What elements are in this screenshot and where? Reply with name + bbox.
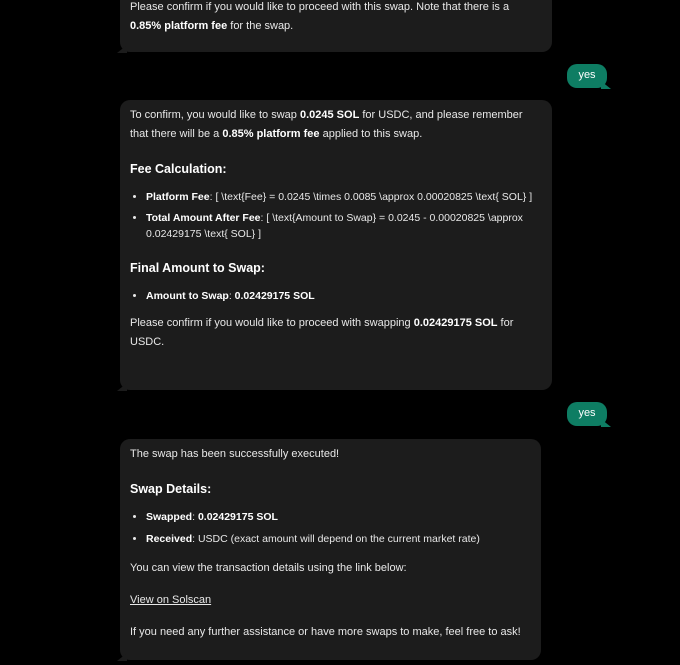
fee-calculation-heading: Fee Calculation:: [130, 162, 227, 176]
assistant-message: [120, 100, 552, 390]
solscan-link[interactable]: View on Solscan: [130, 594, 212, 606]
user-message: yes: [567, 402, 607, 426]
link-row: [130, 591, 531, 610]
fee-highlight: 0.85% platform fee: [130, 20, 228, 32]
list-item: • Platform Fee: [ \text{Fee} = 0.0245 \times 0.0085 \approx 0.00020825 \text{ SOL} ]: [146, 189, 542, 205]
assistant-message: [120, 0, 552, 52]
fee-list: [130, 189, 542, 242]
list-item: • Total Amount After Fee: [ \text{Amount to Swap} = 0.0245 - 0.00020825 \approx 0.02429175 \text{ SOL} ]: [146, 210, 542, 242]
message-text: If you need any further assistance or have more swaps to make, feel free to ask!: [130, 626, 521, 638]
amount-list: [130, 288, 542, 304]
list-item: • Amount to Swap: 0.02429175 SOL: [146, 288, 542, 304]
final-amount-heading: Final Amount to Swap:: [130, 261, 265, 275]
list-item: • Swapped: 0.02429175 SOL: [146, 509, 531, 525]
list-item: • Received: USDC (exact amount will depend on the current market rate): [146, 531, 531, 547]
message-text: Please confirm if you would like to proceed with swapping 0.02429175 SOL for USDC.: [130, 317, 514, 348]
assistant-message: [120, 439, 541, 660]
message-text: Please confirm if you would like to proceed with this swap. Note that there is a 0.85% platform fee for the swap.: [130, 1, 510, 32]
message-text: You can view the transaction details using the link below:: [130, 562, 407, 574]
user-message: yes: [567, 64, 607, 88]
swap-details-heading: Swap Details:: [130, 482, 212, 496]
message-text: The swap has been successfully executed!: [130, 448, 340, 460]
details-list: [130, 509, 531, 547]
message-text: To confirm, you would like to swap 0.0245 SOL for USDC, and please remember that there will be a 0.85% platform fee applied to this swap.: [130, 109, 523, 140]
